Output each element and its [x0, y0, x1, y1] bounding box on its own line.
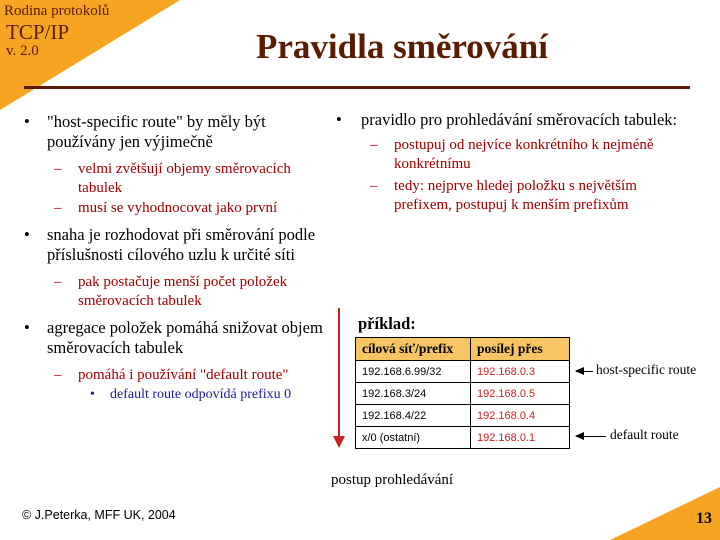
- table-row: [356, 405, 570, 427]
- table-cell: 192.168.0.1: [471, 427, 570, 449]
- table-cell: 192.168.0.5: [471, 383, 570, 405]
- slide-title: Pravidla směrování: [256, 27, 548, 66]
- bullet-lookup-rule: • pravidlo pro prohledávání směrovacích tabulek:: [334, 110, 714, 130]
- arrow-down-icon: [333, 436, 345, 448]
- protocol-label: TCP/IP: [6, 20, 70, 44]
- arrow-left-icon: [576, 436, 606, 437]
- arrow-left-icon: [576, 371, 593, 372]
- left-column: [20, 112, 330, 404]
- note-default-route: default route: [610, 427, 679, 442]
- table-header-row: [356, 338, 570, 361]
- sub-sub-bullet: • default route odpovídá prefixu 0: [20, 386, 330, 404]
- series-label: Rodina protokolů: [4, 3, 110, 19]
- column-header: posílej přes: [471, 338, 570, 361]
- routing-table: [355, 337, 570, 449]
- table-cell: 192.168.3/24: [356, 383, 471, 405]
- sub-bullet: – pomáhá i používání "default route": [20, 366, 330, 385]
- search-order-caption: postup prohledávání: [331, 472, 454, 488]
- table-row: [356, 383, 570, 405]
- title-divider: [24, 86, 690, 89]
- sub-bullet: – pak postačuje menší počet položek směrovacích tabulek: [20, 273, 330, 311]
- table-cell: 192.168.0.3: [471, 361, 570, 383]
- table-row: [356, 427, 570, 449]
- note-host-specific: host-specific route: [596, 362, 697, 377]
- table-cell: 192.168.4/22: [356, 405, 471, 427]
- table-row: [356, 361, 570, 383]
- footer-copyright: © J.Peterka, MFF UK, 2004: [22, 508, 176, 522]
- sub-bullet: – tedy: nejprve hledej položku s největším prefixem, postupuj k menším prefixům: [334, 177, 664, 215]
- search-order-arrow: [338, 308, 340, 438]
- version-label: v. 2.0: [6, 43, 39, 59]
- sub-bullet: – postupuj od nejvíce konkrétního k nejméně konkrétnímu: [334, 136, 664, 174]
- table-cell: x/0 (ostatní): [356, 427, 471, 449]
- bullet-aggregation: • agregace položek pomáhá snižovat objem směrovacích tabulek: [20, 318, 330, 358]
- sub-bullet: – musí se vyhodnocovat jako první: [20, 199, 330, 218]
- example-label: příklad:: [358, 314, 416, 333]
- right-column: [334, 110, 714, 218]
- table-cell: 192.168.6.99/32: [356, 361, 471, 383]
- table-cell: 192.168.0.4: [471, 405, 570, 427]
- bullet-network-routing: • snaha je rozhodovat při směrování podle příslušnosti cílového uzlu k určité síti: [20, 225, 330, 265]
- column-header: cílová síť/prefix: [356, 338, 471, 361]
- page-number: 13: [696, 510, 712, 527]
- bullet-host-specific: • "host-specific route" by měly být používány jen výjimečně: [20, 112, 330, 152]
- sub-bullet: – velmi zvětšují objemy směrovacích tabulek: [20, 160, 330, 198]
